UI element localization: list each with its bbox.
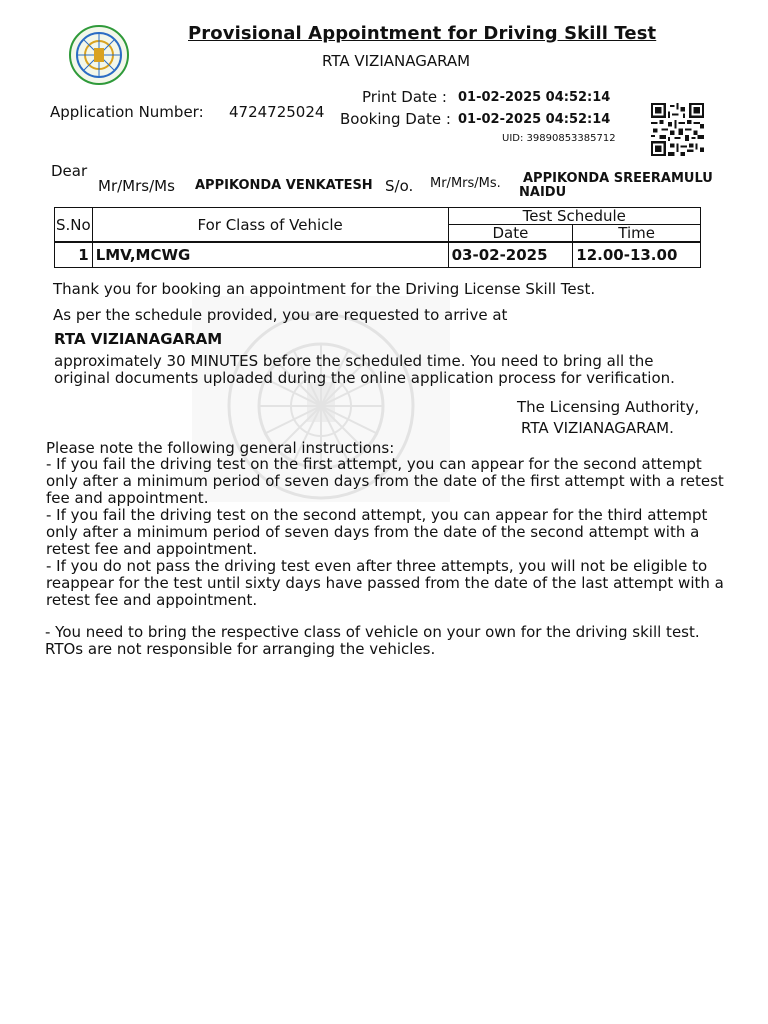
col-header-vehicle-class: For Class of Vehicle [92,208,448,243]
instructions-heading: Please note the following general instructions: [46,439,395,457]
instruction-item-1: - If you fail the driving test on the first attempt, you can appear for the second attempt only after a minimum period of seven days from the date of the first attempt with a retest fee and appointment. [46,455,724,507]
applicant-name: APPIKONDA VENKATESH [195,178,373,193]
col-header-test-schedule: Test Schedule [448,208,700,225]
relation-label: S/o. [385,177,414,195]
instruction-item-3: - If you do not pass the driving test even after three attempts, you will not be eligible to reappear for the test until sixty days have passed from the date of the last attempt with a retest fee and appointment. [46,557,724,609]
parent-name-line2: NAIDU [519,185,567,200]
schedule-table [54,207,701,268]
licensing-authority: The Licensing Authority, [517,398,700,416]
salutation: Dear [51,162,88,180]
state-emblem-icon [66,24,132,86]
instruction-item-2: - If you fail the driving test on the second attempt, you can appear for the third attempt only after a minimum period of seven days from the date of the second attempt with a retest fee and appointment. [46,506,708,558]
print-date: 01-02-2025 04:52:14 [458,90,611,105]
row-date: 03-02-2025 [448,242,573,268]
col-header-sno: S.No [55,208,93,243]
row-sno: 1 [55,242,93,268]
qr-code-icon [650,103,705,156]
booking-date-label: Booking Date : [340,110,451,128]
print-date-label: Print Date : [362,88,447,106]
parent-name-line1: APPIKONDA SREERAMULU [523,171,713,186]
application-number: 4724725024 [229,103,325,121]
licensing-authority-office: RTA VIZIANAGARAM. [521,419,674,437]
row-time: 12.00-13.00 [573,242,701,268]
booking-date: 01-02-2025 04:52:14 [458,112,611,127]
thanks-text: Thank you for booking an appointment for the Driving License Skill Test. [53,280,596,298]
arrival-location: RTA VIZIANAGARAM [54,330,223,348]
col-header-date: Date [448,225,573,243]
col-header-time: Time [573,225,701,243]
uid-text: UID: 39890853385712 [502,133,616,144]
arrival-instructions-line1: approximately 30 MINUTES before the scheduled time. You need to bring all the [54,352,654,370]
page-title: Provisional Appointment for Driving Skill Test [188,23,657,44]
application-number-label: Application Number: [50,103,204,121]
vehicle-note: - You need to bring the respective class of vehicle on your own for the driving skill test. RTOs are not responsible for arranging the vehicles. [45,623,700,658]
arrival-instructions-line2: original documents uploaded during the online application process for verification. [54,369,675,387]
arrive-text: As per the schedule provided, you are requested to arrive at [53,306,508,324]
table-row [55,242,701,268]
row-vehicle-class: LMV,MCWG [92,242,448,268]
office-name: RTA VIZIANAGARAM [322,52,471,70]
addressee-prefix: Mr/Mrs/Ms [98,177,175,195]
parent-prefix: Mr/Mrs/Ms. [430,176,501,191]
